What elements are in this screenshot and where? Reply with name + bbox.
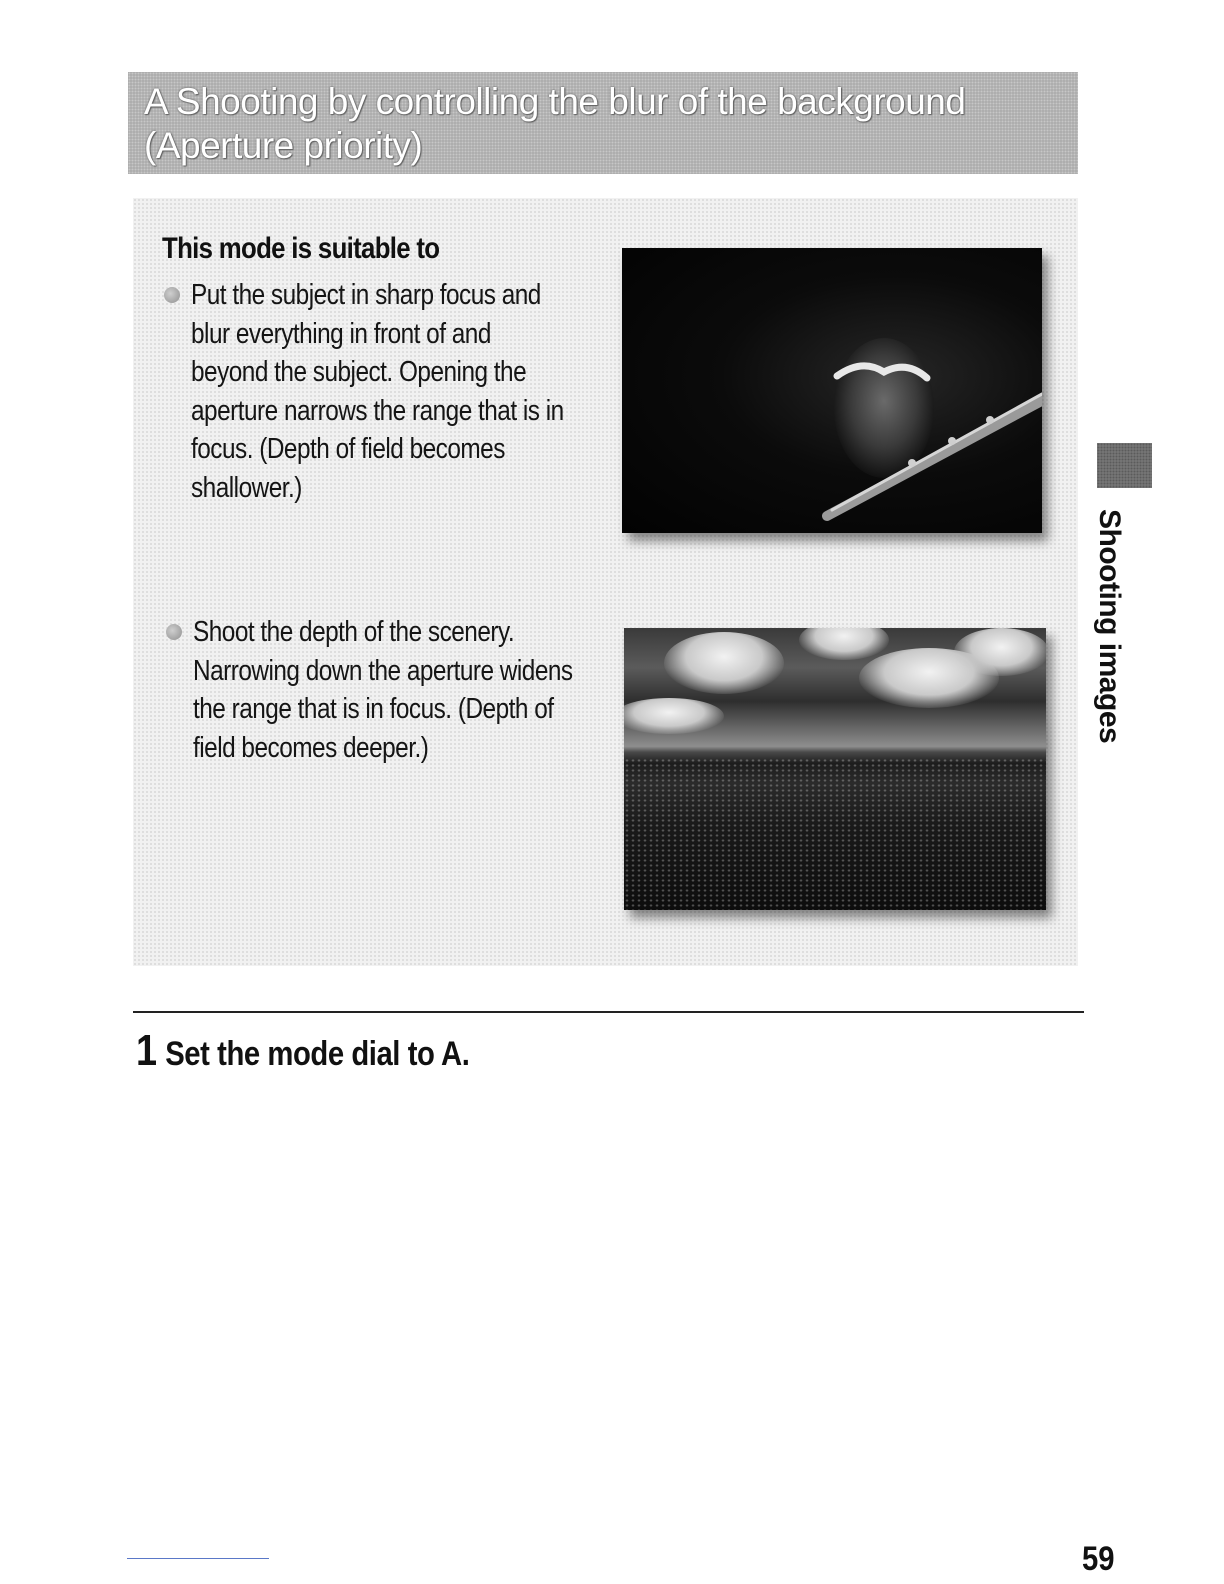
bullet-1-text (191, 276, 564, 507)
bullet-2-line: Shoot the depth of the scenery. (193, 616, 515, 648)
cloud-shape (664, 632, 784, 694)
mode-letter: A (144, 81, 167, 122)
chapter-tab-marker (1097, 443, 1152, 488)
bullet-1-line: aperture narrows the range that is in (191, 394, 564, 427)
step-number: 1 (136, 1026, 157, 1075)
landscape-photo (624, 628, 1046, 910)
bullet-2-line: the range that is in focus. (Depth of (193, 693, 554, 725)
bullet-2-text (193, 613, 573, 767)
bullet-1-line: blur everything in front of and (191, 317, 491, 350)
step-text: Set the mode dial to A. (165, 1035, 470, 1073)
bullet-icon (164, 287, 180, 303)
bullet-icon (166, 624, 182, 640)
bullet-1-line: beyond the subject. Opening the (191, 356, 527, 388)
section-title-line-2: (Aperture priority) (144, 125, 423, 166)
page-number: 59 (1082, 1540, 1115, 1578)
chapter-tab-label: Shooting images (1093, 509, 1126, 744)
bullet-1-line: focus. (Depth of field becomes (191, 433, 505, 465)
cloud-shape (954, 628, 1046, 676)
cloud-shape (624, 698, 724, 734)
portrait-photo-illustration (622, 248, 1042, 533)
bullet-1-line: shallower.) (191, 471, 302, 504)
title-line-1-text: Shooting by controlling the blur of the background (175, 81, 966, 122)
bullet-2-line: Narrowing down the aperture widens (193, 654, 573, 687)
section-title (144, 80, 1064, 168)
cloud-shape (799, 628, 889, 660)
bullet-1-line: Put the subject in sharp focus and (191, 279, 541, 311)
suitable-heading: This mode is suitable to (162, 232, 440, 265)
step-1 (136, 1026, 469, 1076)
portrait-photo (622, 248, 1042, 533)
bullet-2-line: field becomes deeper.) (193, 731, 429, 764)
section-title-line-1 (144, 80, 1064, 124)
section-title-band (128, 72, 1078, 174)
section-divider (133, 1011, 1084, 1013)
field-texture (624, 758, 1046, 910)
footer-rule (127, 1558, 269, 1559)
